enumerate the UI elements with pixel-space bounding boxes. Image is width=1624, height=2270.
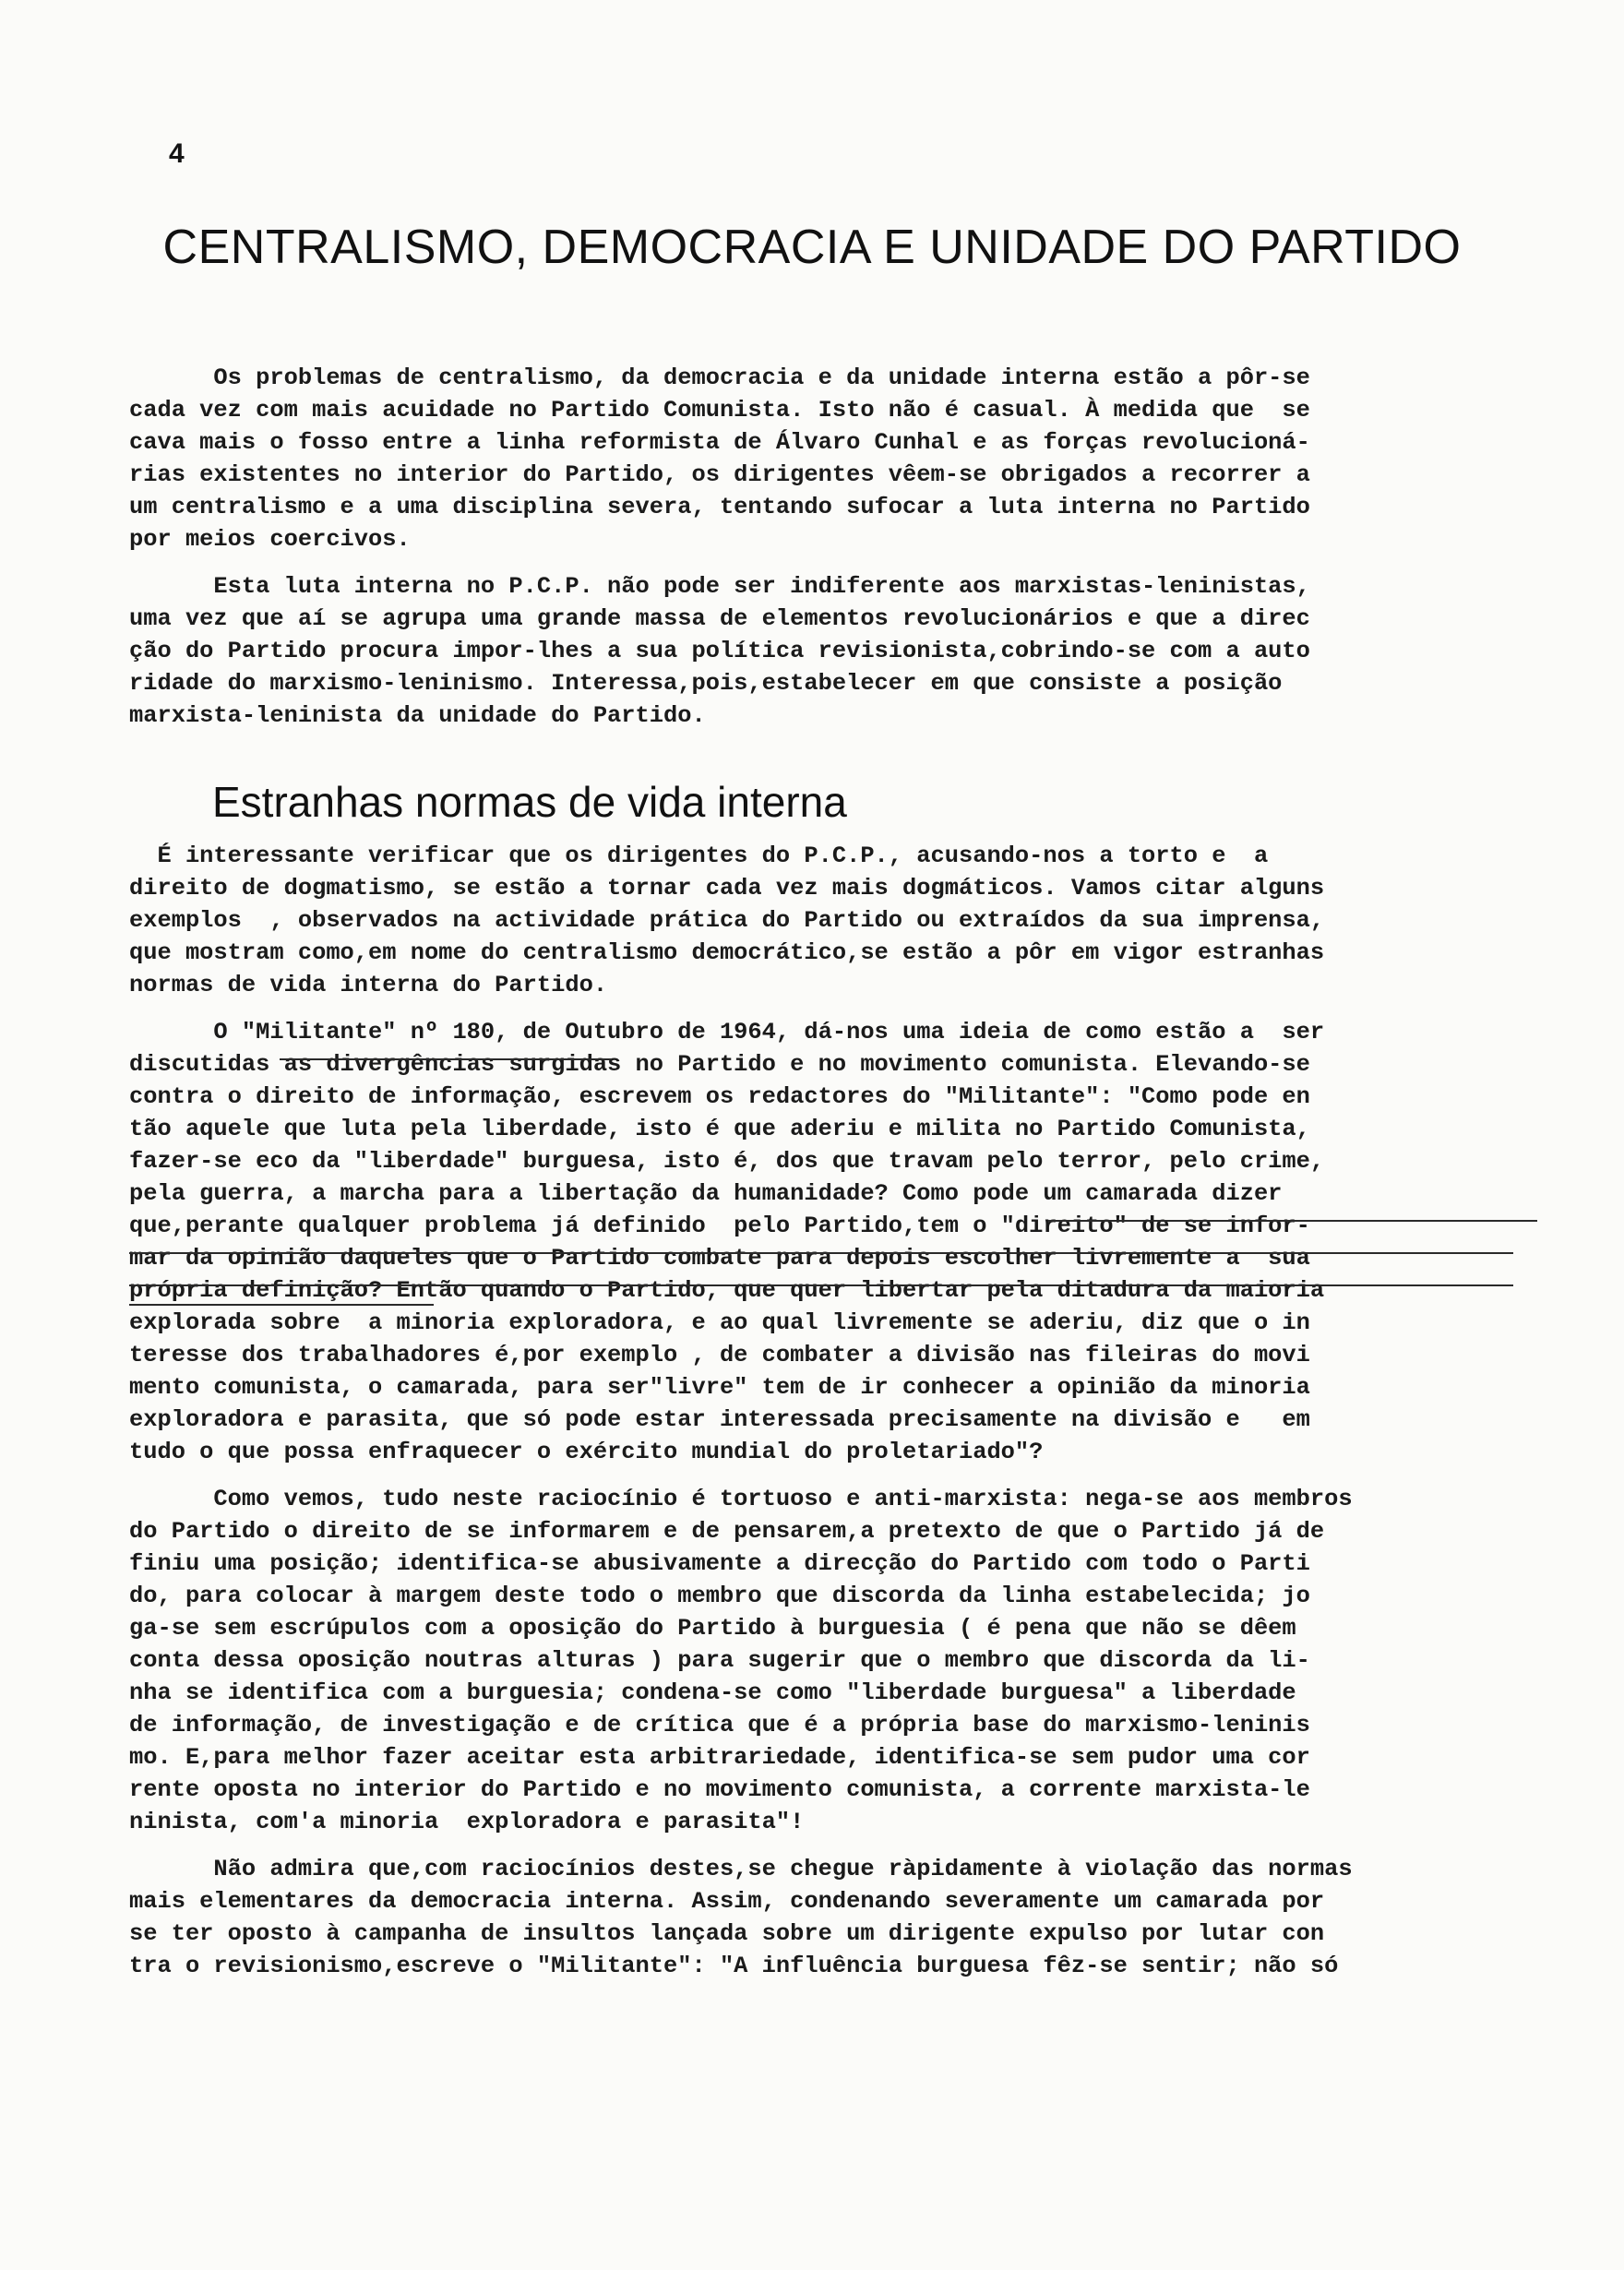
text-line — [129, 1001, 1532, 1016]
text-line — [129, 1468, 1532, 1483]
intro-paragraphs — [129, 362, 1532, 732]
handwritten-underline — [1048, 1220, 1537, 1222]
text-line: mo. E,para melhor fazer aceitar esta arbitrariedade, identifica-se sem pudor uma cor — [129, 1744, 1310, 1771]
section-heading: Estranhas normas de vida interna — [212, 778, 847, 826]
text-line: tão aquele que luta pela liberdade, isto é que aderiu e milita no Partido Comunista, — [129, 1116, 1310, 1142]
text-line: se ter oposto à campanha de insultos lançada sobre um dirigente expulso por lutar con — [129, 1920, 1325, 1947]
text-line: É interessante verificar que os dirigentes do P.C.P., acusando-nos a torto e a — [129, 842, 1269, 869]
text-line: tra o revisionismo,escreve o "Militante": "A influência burguesa fêz-se sentir; não só — [129, 1953, 1339, 1979]
text-line: de informação, de investigação e de crítica que é a própria base do marxismo-leninis — [129, 1712, 1310, 1738]
text-line: Como vemos, tudo neste raciocínio é tortuoso e anti-marxista: nega-se aos membros — [129, 1486, 1353, 1512]
text-line: conta dessa oposição noutras alturas ) para sugerir que o membro que discorda da li- — [129, 1647, 1310, 1674]
handwritten-underline — [129, 1304, 434, 1306]
section-body — [129, 840, 1532, 1982]
text-line: ninista, com'a minoria exploradora e parasita"! — [129, 1809, 805, 1835]
text-line: discutidas as divergências surgidas no Partido e no movimento comunista. Elevando-se — [129, 1051, 1310, 1078]
text-line: do Partido o direito de se informarem e de pensarem,a pretexto de que o Partido já de — [129, 1518, 1325, 1545]
text-line: que mostram como,em nome do centralismo democrático,se estão a pôr em vigor estranhas — [129, 939, 1325, 966]
text-line: fazer-se eco da "liberdade" burguesa, isto é, dos que travam pelo terror, pelo crime, — [129, 1148, 1325, 1175]
page-number: 4 — [169, 138, 185, 169]
text-line: do, para colocar à margem deste todo o membro que discorda da linha estabelecida; jo — [129, 1583, 1310, 1609]
handwritten-underline — [129, 1284, 1513, 1286]
text-line: exemplos , observados na actividade prática do Partido ou extraídos da sua imprensa, — [129, 907, 1325, 934]
text-line: ridade do marxismo-leninismo. Interessa,pois,estabelecer em que consiste a posição — [129, 670, 1283, 697]
text-line: mar da opinião daqueles que o Partido combate para depois escolher livremente a sua — [129, 1245, 1310, 1272]
text-line: normas de vida interna do Partido. — [129, 972, 608, 998]
handwritten-underline — [280, 1058, 612, 1060]
text-line: mais elementares da democracia interna. Assim, condenando severamente um camarada por — [129, 1888, 1325, 1915]
text-line: uma vez que aí se agrupa uma grande massa de elementos revolucionários e que a direc — [129, 605, 1310, 632]
text-line: explorada sobre a minoria exploradora, e ao qual livremente se aderiu, diz que o in — [129, 1309, 1310, 1336]
text-line: teresse dos trabalhadores é,por exemplo , de combater a divisão nas fileiras do movi — [129, 1342, 1310, 1368]
text-line: Não admira que,com raciocínios destes,se chegue ràpidamente à violação das normas — [129, 1856, 1353, 1882]
text-line: tudo o que possa enfraquecer o exército mundial do proletariado"? — [129, 1439, 1044, 1465]
text-line: por meios coercivos. — [129, 526, 411, 553]
text-line: contra o direito de informação, escrevem os redactores do "Militante": "Como pode en — [129, 1083, 1310, 1110]
page-title: CENTRALISMO, DEMOCRACIA E UNIDADE DO PARTIDO — [162, 221, 1462, 274]
text-line: exploradora e parasita, que só pode estar interessada precisamente na divisão e em — [129, 1406, 1310, 1433]
text-line: cava mais o fosso entre a linha reformista de Álvaro Cunhal e as forças revolucioná- — [129, 429, 1310, 456]
text-line: que,perante qualquer problema já definido pelo Partido,tem o "direito" de se infor- — [129, 1213, 1310, 1239]
text-line: ção do Partido procura impor-lhes a sua política revisionista,cobrindo-se com a auto — [129, 638, 1310, 664]
text-line — [129, 556, 1532, 570]
text-line: mento comunista, o camarada, para ser"livre" tem de ir conhecer a opinião da minoria — [129, 1374, 1310, 1401]
text-line: marxista-leninista da unidade do Partido. — [129, 702, 706, 729]
text-line: própria definição? Então quando o Partido, que quer libertar pela ditadura da maioria — [129, 1277, 1325, 1304]
text-line: Esta luta interna no P.C.P. não pode ser indiferente aos marxistas-leninistas, — [129, 573, 1310, 600]
text-line: direito de dogmatismo, se estão a tornar cada vez mais dogmáticos. Vamos citar alguns — [129, 875, 1325, 902]
text-line: O "Militante" nº 180, de Outubro de 1964, dá-nos uma ideia de como estão a ser — [129, 1019, 1325, 1045]
text-line: cada vez com mais acuidade no Partido Comunista. Isto não é casual. À medida que se — [129, 397, 1310, 424]
text-line: pela guerra, a marcha para a libertação da humanidade? Como pode um camarada dizer — [129, 1180, 1283, 1207]
text-line: nha se identifica com a burguesia; condena-se como "liberdade burguesa" a liberdade — [129, 1679, 1296, 1706]
text-line: finiu uma posição; identifica-se abusivamente a direcção do Partido com todo o Parti — [129, 1550, 1310, 1577]
text-line: rente oposta no interior do Partido e no movimento comunista, a corrente marxista-le — [129, 1776, 1310, 1803]
text-line: um centralismo e a uma disciplina severa, tentando sufocar a luta interna no Partido — [129, 494, 1310, 520]
handwritten-underline — [129, 1252, 1513, 1254]
text-line: rias existentes no interior do Partido, os dirigentes vêem-se obrigados a recorrer a — [129, 461, 1310, 488]
text-line: ga-se sem escrúpulos com a oposição do Partido à burguesia ( é pena que não se dêem — [129, 1615, 1296, 1642]
text-line: Os problemas de centralismo, da democracia e da unidade interna estão a pôr-se — [129, 364, 1310, 391]
text-line — [129, 1838, 1532, 1853]
